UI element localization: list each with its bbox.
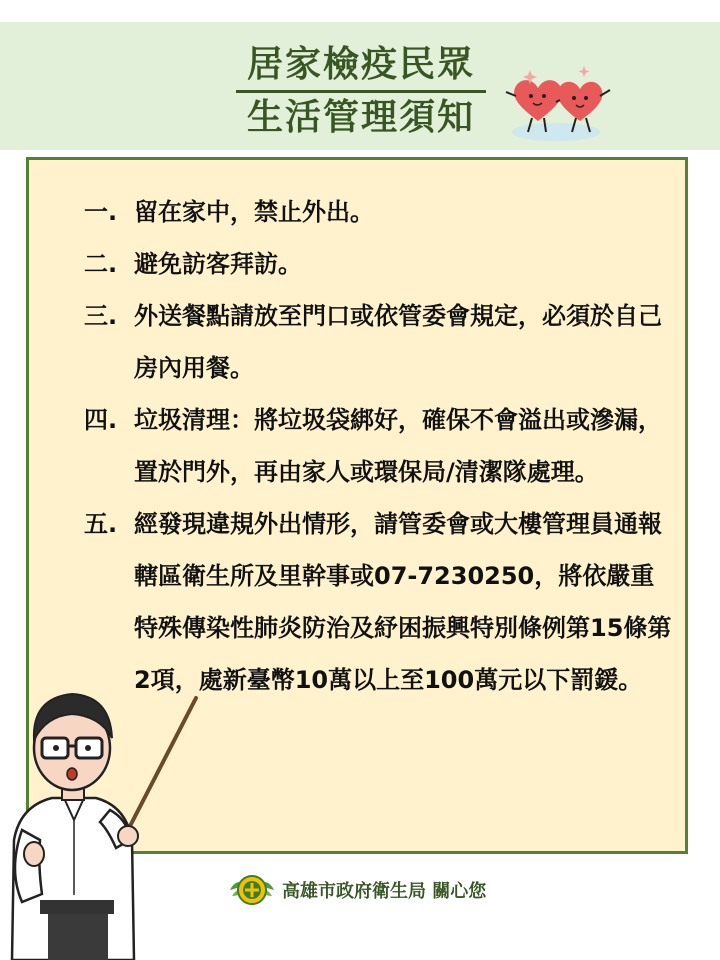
list-item — [84, 290, 674, 394]
list-item — [84, 498, 674, 706]
page-title — [226, 40, 496, 143]
rule-number: 一. — [84, 198, 118, 226]
title-line-1: 居家檢疫民眾 — [236, 40, 486, 93]
rule-number: 二. — [84, 250, 118, 278]
rule-number: 三. — [84, 302, 118, 330]
health-bureau-logo-icon — [228, 870, 276, 910]
rule-text: 避免訪客拜訪。 — [134, 250, 302, 278]
rule-text: 外送餐點請放至門口或依管委會規定，必須於自己房內用餐。 — [134, 302, 662, 382]
footer-text: 高雄市政府衛生局 關心您 — [282, 881, 487, 902]
teacher-illustration-icon — [0, 680, 200, 960]
hearts-illustration-icon — [500, 66, 612, 146]
rule-text: 垃圾清理：將垃圾袋綁好，確保不會溢出或滲漏，置於門外，再由家人或環保局/清潔隊處理。 — [134, 406, 662, 486]
list-item — [84, 186, 614, 238]
list-item — [84, 394, 674, 498]
rule-text: 經發現違規外出情形，請管委會或大樓管理員通報轄區衛生所及里幹事或07-7230250，將依嚴重特殊傳染性肺炎防治及紓困振興特別條例第15條第2項，處新臺幣10萬以上至100萬元以下罰鍰。 — [134, 510, 672, 694]
rule-number: 五. — [84, 510, 118, 538]
footer — [228, 870, 486, 910]
rule-text: 留在家中，禁止外出。 — [134, 198, 374, 226]
rules-list — [84, 186, 684, 706]
list-item — [84, 238, 684, 290]
title-line-2: 生活管理須知 — [246, 97, 475, 138]
rule-number: 四. — [84, 406, 118, 434]
